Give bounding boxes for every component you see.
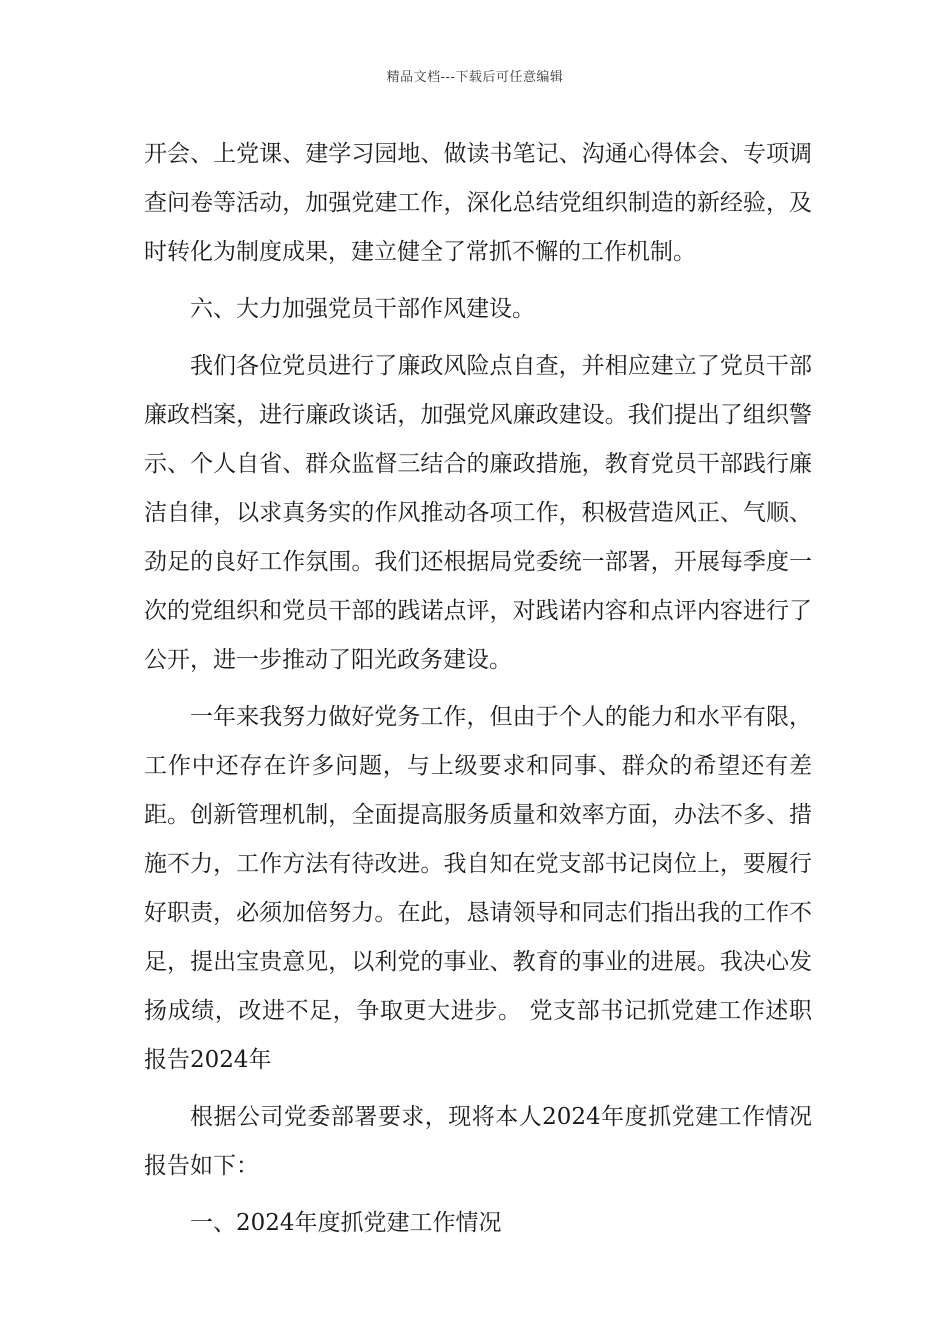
paragraph-self-review: 一年来我努力做好党务工作，但由于个人的能力和水平有限，工作中还存在许多问题，与上级要求和同事、群众的希望还有差距。创新管理机制，全面提高服务质量和效率方面，办法不多、措施不力，工作方法有待改进。我自知在党支部书记岗位上，要履行好职责，必须加倍努力。在此，恳请领导和同志们指出我的工作不足，提出宝贵意见，以利党的事业、教育的事业的进展。我决心发扬成绩，改进不足，争取更大进步。 党支部书记抓党建工作述职报告2024年 [144,704,812,1073]
page-header: 精品文档---下载后可任意编辑 [386,70,564,85]
section-heading-six: 六、大力加强党员干部作风建设。 [190,296,535,322]
paragraph-report-intro: 根据公司党委部署要求，现将本人2024年度抓党建工作情况报告如下： [144,1104,812,1179]
section-heading-one: 一、2024年度抓党建工作情况 [190,1210,502,1236]
paragraph-integrity: 我们各位党员进行了廉政风险点自查，并相应建立了党员干部廉政档案，进行廉政谈话，加强党风廉政建设。我们提出了组织警示、个人自省、群众监督三结合的廉政措施，教育党员干部践行廉洁自律，以求真务实的作风推动各项工作，积极营造风正、气顺、劲足的良好工作氛围。我们还根据局党委统一部署，开展每季度一次的党组织和党员干部的践诺点评，对践诺内容和点评内容进行了公开，进一步推动了阳光政务建设。 [144,353,812,673]
document-body [144,130,812,1248]
paragraph-continuation: 开会、上党课、建学习园地、做读书笔记、沟通心得体会、专项调查问卷等活动，加强党建工作，深化总结党组织制造的新经验，及时转化为制度成果，建立健全了常抓不懈的工作机制。 [144,141,812,265]
